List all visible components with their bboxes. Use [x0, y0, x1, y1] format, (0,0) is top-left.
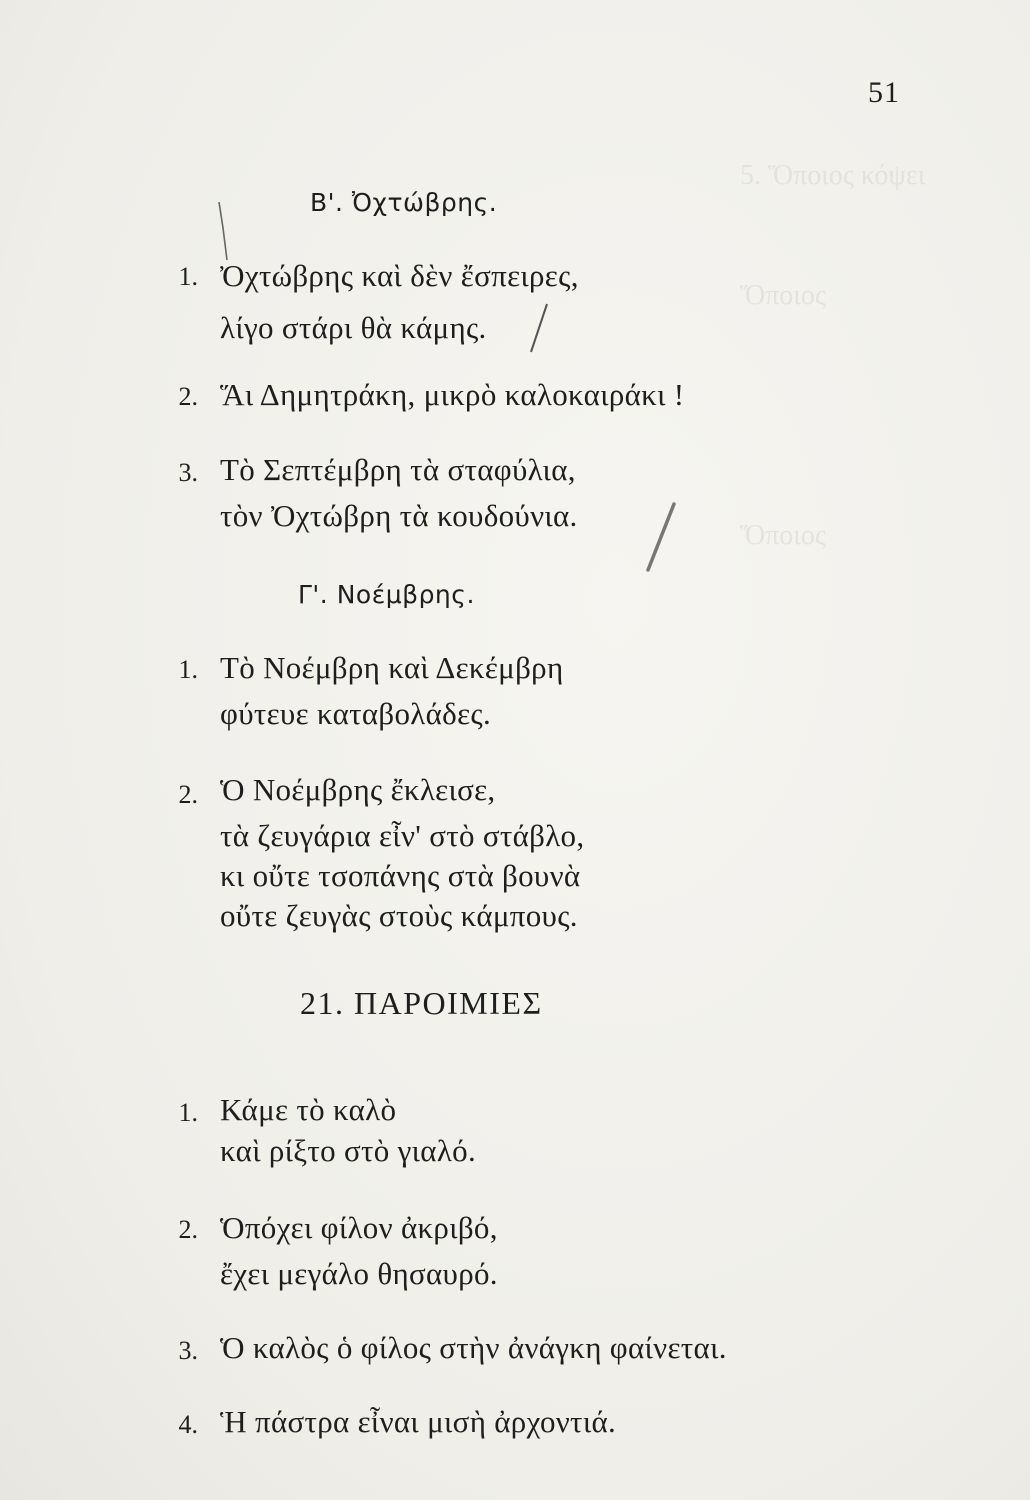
proverb-line: Τὸ Σεπτέμβρη τὰ σταφύλια, — [220, 452, 576, 487]
item-number: 2. — [178, 780, 198, 809]
proverb-line: ἔχει μεγάλο θησαυρό. — [220, 1256, 498, 1291]
proverb-line: λίγο στάρι θὰ κάμης. — [220, 310, 487, 345]
bleed-through-text: Ὅποιος — [740, 280, 826, 311]
proverb-line: Ἅι Δημητράκη, μικρὸ καλοκαιράκι ! — [220, 377, 685, 412]
pencil-mark — [525, 300, 555, 360]
pencil-mark — [640, 500, 680, 580]
bleed-through-text: 5. Ὅποιος κόψει — [740, 160, 926, 191]
proverb-line: Ὀχτώβρης καὶ δὲν ἔσπειρες, — [220, 258, 579, 293]
page-number: 51 — [868, 76, 900, 109]
chapter-title: 21. ΠΑΡΟΙΜΙΕΣ — [300, 985, 543, 1021]
proverb-line: Ὁπόχει φίλον ἀκριβό, — [220, 1210, 498, 1245]
item-number: 1. — [178, 1098, 198, 1127]
proverb-line: τὸν Ὀχτώβρη τὰ κουδούνια. — [220, 498, 578, 533]
item-number: 1. — [178, 262, 198, 291]
proverb-line: Ἡ πάστρα εἶναι μισὴ ἀρχοντιά. — [220, 1404, 617, 1439]
item-number: 2. — [178, 382, 198, 411]
item-number: 2. — [178, 1215, 198, 1244]
proverb-line: Ὁ Νοέμβρης ἔκλεισε, — [220, 772, 496, 807]
bleed-through-text: Ὅποιος — [740, 520, 826, 551]
proverb-line: Τὸ Νοέμβρη καὶ Δεκέμβρη — [220, 650, 564, 685]
item-number: 3. — [178, 458, 198, 487]
proverb-line: φύτευε καταβολάδες. — [220, 696, 492, 731]
section-heading-november: Γ'. Νοέμβρης. — [298, 580, 475, 609]
proverb-line: καὶ ρίξτο στὸ γιαλό. — [220, 1133, 476, 1168]
section-heading-october: Β'. Ὀχτώβρης. — [310, 188, 498, 217]
proverb-line: κι οὔτε τσοπάνης στὰ βουνὰ — [220, 858, 581, 893]
item-number: 1. — [178, 655, 198, 684]
proverb-line: τὰ ζευγάρια εἶν' στὸ στάβλο, — [220, 818, 585, 853]
proverb-line: Κάμε τὸ καλὸ — [220, 1092, 397, 1127]
item-number: 4. — [178, 1410, 198, 1439]
proverb-line: οὔτε ζευγὰς στοὺς κάμπους. — [220, 898, 578, 933]
item-number: 3. — [178, 1336, 198, 1365]
proverb-line: Ὁ καλὸς ὁ φίλος στὴν ἀνάγκη φαίνεται. — [220, 1330, 727, 1365]
